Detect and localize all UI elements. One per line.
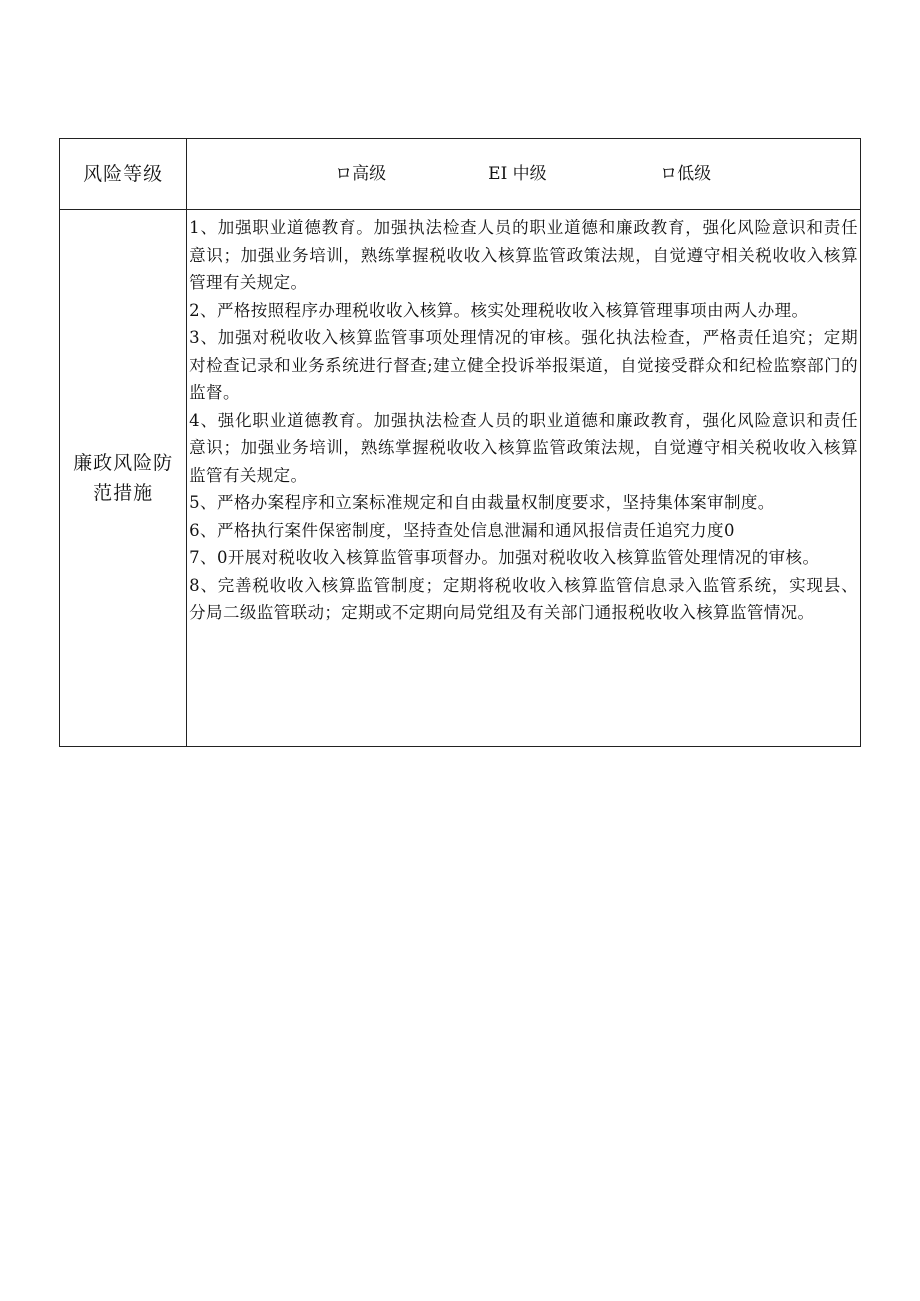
measures-list xyxy=(187,210,861,747)
measure-item: 6、严格执行案件保密制度，坚持查处信息泄漏和通风报信责任追究力度0 xyxy=(189,520,735,540)
risk-level-row xyxy=(60,139,861,210)
level-option-medium[interactable]: EI 中级 xyxy=(488,164,547,184)
risk-level-label: 风险等级 xyxy=(60,139,187,210)
measure-item: 5、严格办案程序和立案标准规定和自由裁量权制度要求，坚持集体案审制度。 xyxy=(189,493,775,512)
measure-item: 4、强化职业道德教育。加强执法检查人员的职业道德和廉政教育，强化风险意识和责任意识；加强业务培训，熟练掌握税收收入核算监管政策法规，自觉遵守相关税收收入核算监管有关规定。 xyxy=(189,410,858,485)
measures-row xyxy=(60,210,861,747)
measure-item: 7、0开展对税收收入核算监管事项督办。加强对税收收入核算监管处理情况的审核。 xyxy=(189,548,820,567)
level-option-low[interactable]: ロ低级 xyxy=(660,164,712,184)
risk-control-table xyxy=(59,138,861,747)
risk-level-options-cell xyxy=(187,139,861,210)
measure-item: 1、加强职业道德教育。加强执法检查人员的职业道德和廉政教育，强化风险意识和责任意识；加强业务培训，熟练掌握税收收入核算监管政策法规，自觉遵守相关税收收入核算管理有关规定。 xyxy=(189,218,858,292)
measure-item: 8、完善税收收入核算监管制度；定期将税收收入核算监管信息录入监管系统，实现县、分局二级监管联动；定期或不定期向局党组及有关部门通报税收收入核算监管情况。 xyxy=(189,575,858,622)
risk-level-options xyxy=(187,139,860,209)
measures-label: 廉政风险防范措施 xyxy=(60,210,187,747)
measure-item: 2、严格按照程序办理税收收入核算。核实处理税收收入核算管理事项由两人办理。 xyxy=(189,300,809,320)
measure-item: 3、加强对税收收入核算监管事项处理情况的审核。强化执法检查，严格责任追究；定期对检查记录和业务系统进行督查;建立健全投诉举报渠道，自觉接受群众和纪检监察部门的监督。 xyxy=(189,328,858,402)
level-option-high[interactable]: ロ高级 xyxy=(335,164,387,184)
